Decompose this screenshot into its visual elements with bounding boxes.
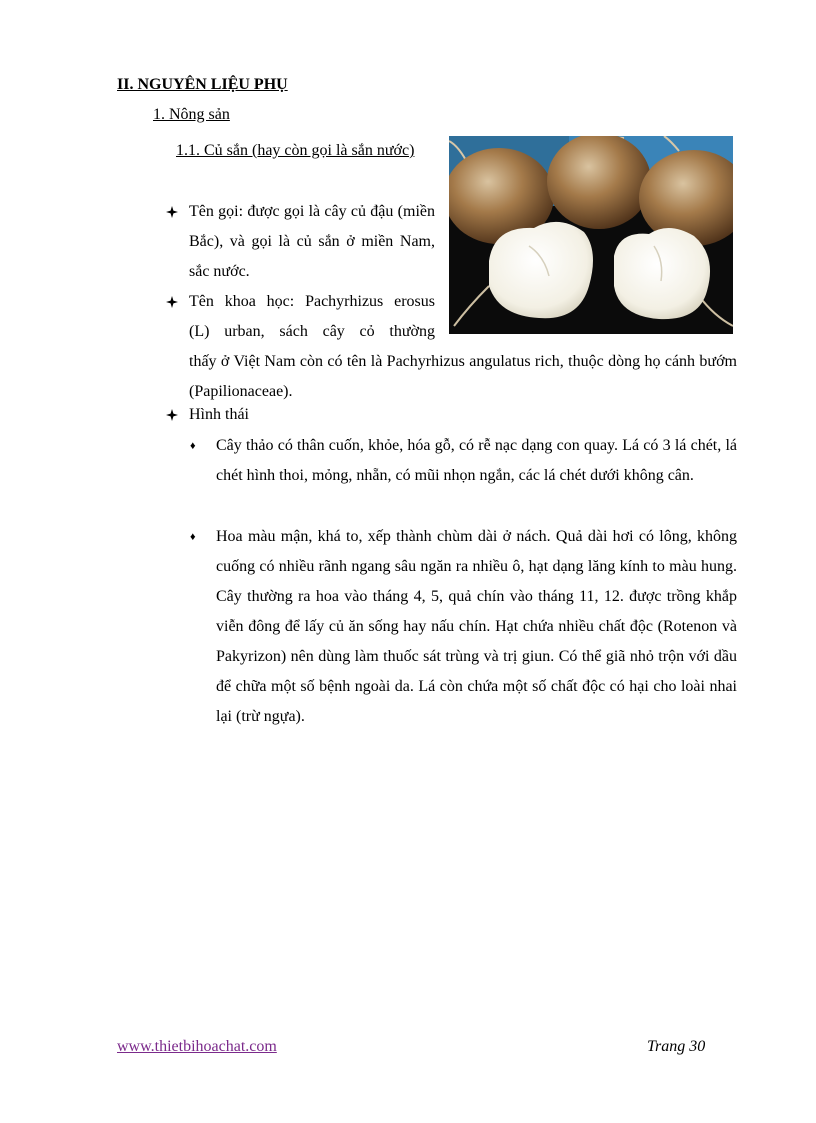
four-point-star-icon <box>166 197 180 227</box>
diamond-bullet-icon: ♦ <box>190 440 196 452</box>
list-item-text: Cây thảo có thân cuốn, khỏe, hóa gỗ, có rễ nạc dạng con quay. Lá có 3 lá chét, lá chét hình thoi, mỏng, nhẵn, có mũi nhọn ngắn, các lá chét dưới không cân. <box>216 437 737 484</box>
bullet-text-rest: thấy ở Việt Nam còn có tên là Pachyrhizus angulatus rich, thuộc dòng họ cánh bướm (Papilionaceae). <box>189 353 737 400</box>
diamond-bullet-icon: ♦ <box>190 531 196 543</box>
list-item <box>190 431 737 491</box>
footer-website-link[interactable]: www.thietbihoachat.com <box>117 1038 277 1055</box>
bullet-text: Hình thái <box>189 406 249 423</box>
subsection-heading: 1. Nông sản <box>153 106 230 123</box>
four-point-star-icon <box>166 400 180 430</box>
bullet-ten-goi <box>166 197 435 287</box>
page-number: Trang 30 <box>647 1038 706 1055</box>
bullet-text-line1: Tên khoa học: Pachyrhizus erosus <box>189 293 435 310</box>
bullet-text: Tên gọi: được gọi là cây củ đậu (miền Bắc), và gọi là củ sắn ở miền Nam, sắc nước. <box>189 203 435 280</box>
subsubsection-heading: 1.1. Củ sắn (hay còn gọi là sắn nước) <box>176 142 415 159</box>
section-heading: II. NGUYÊN LIỆU PHỤ <box>117 76 288 93</box>
list-item-text: Hoa màu mận, khá to, xếp thành chùm dài ở nách. Quả dài hơi có lông, không cuống có nhiều rãnh ngang sâu ngăn ra nhiều ô, hạt dạng lăng kính to màu hung. Cây thường ra hoa vào tháng 4, 5, quả chín vào tháng 11, 12. được trồng khắp viễn đông để lấy củ ăn sống hay nấu chín. Hạt chứa nhiều chất độc (Rotenon và Pakyrizon) nên dùng làm thuốc sát trùng và trị giun. Có thể giã nhỏ trộn với dầu để chữa một số bệnh ngoài da. Lá còn chứa một số chất độc có hại cho loài nhai lại (trừ ngựa). <box>216 528 737 725</box>
bullet-text-line2: (L) urban, sách cây cỏ thường <box>189 323 435 340</box>
bullet-hinh-thai <box>166 400 466 430</box>
four-point-star-icon <box>166 287 180 317</box>
list-item <box>190 522 737 732</box>
bullet-ten-khoa-hoc <box>166 287 737 407</box>
